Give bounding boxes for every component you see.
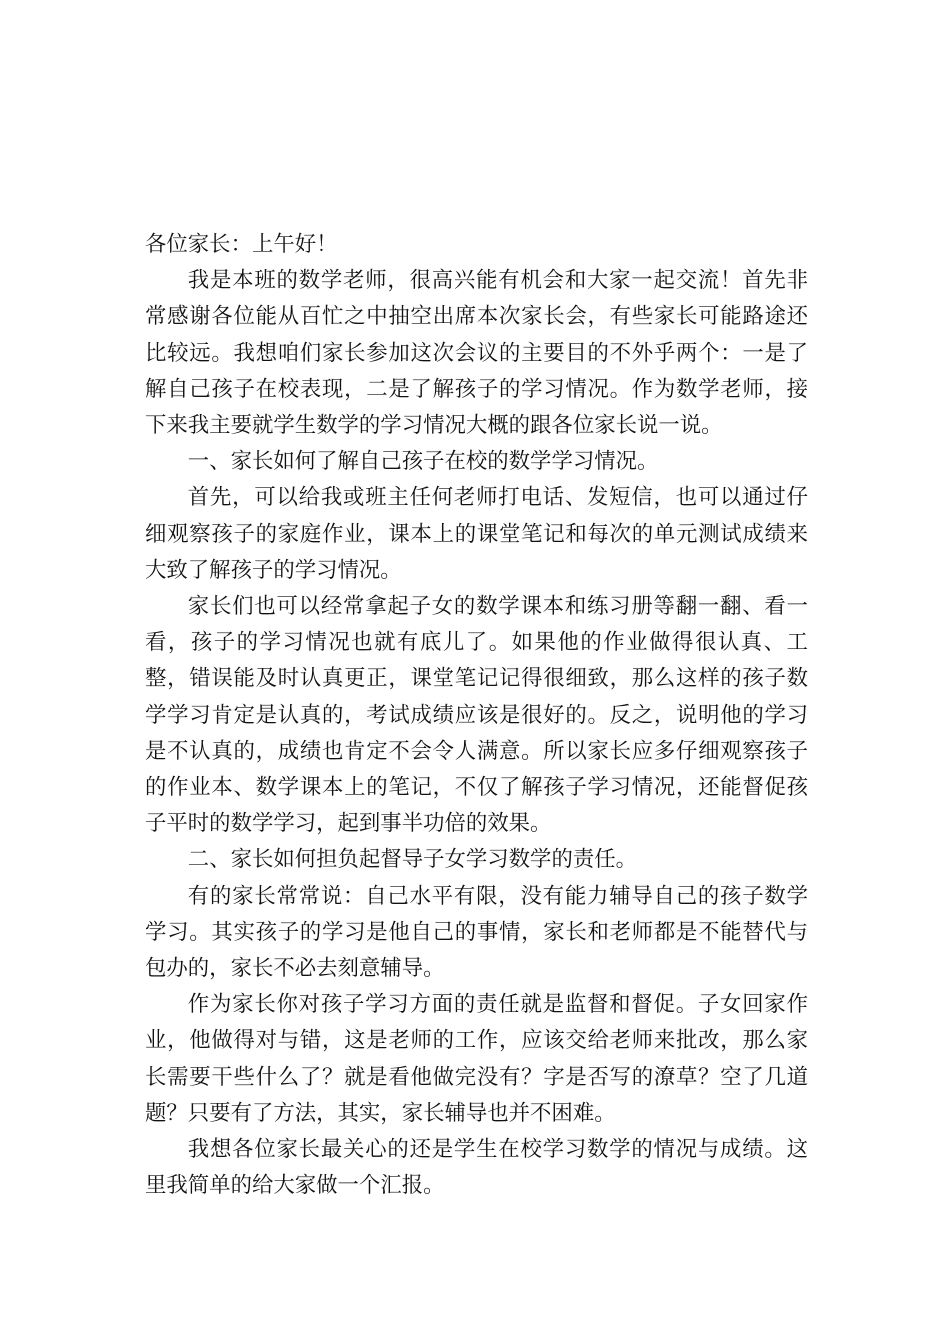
greeting: 各位家长：上午好！	[145, 232, 338, 257]
paragraph: 家长们也可以经常拿起子女的数学课本和练习册等翻一翻、看一看，孩子的学习情况也就有底儿了。如果他的作业做得很认真、工整，错误能及时认真更正，课堂笔记记得很细致，那么这样的孩子数学学习肯定是认真的，考试成绩应该是很好的。反之，说明他的学习是不认真的，成绩也肯定不会令人满意。所以家长应多仔细观察孩子的作业本、数学课本上的笔记，不仅了解孩子学习情况，还能督促孩子平时的数学学习，起到事半功倍的效果。	[145, 594, 808, 837]
paragraph: 作为家长你对孩子学习方面的责任就是监督和督促。子女回家作业，他做得对与错，这是老师的工作，应该交给老师来批改，那么家长需要干些什么了？就是看他做完没有？字是否写的潦草？空了几道题？只要有了方法，其实，家长辅导也并不困难。	[145, 992, 808, 1126]
paragraph: 有的家长常常说：自己水平有限，没有能力辅导自己的孩子数学学习。其实孩子的学习是他自己的事情，家长和老师都是不能替代与包办的，家长不必去刻意辅导。	[145, 883, 808, 982]
paragraph: 我想各位家长最关心的还是学生在校学习数学的情况与成绩。这里我简单的给大家做一个汇报。	[145, 1137, 808, 1199]
section-heading-1: 一、家长如何了解自己孩子在校的数学学习情况。	[187, 449, 659, 475]
paragraph: 首先，可以给我或班主任何老师打电话、发短信，也可以通过仔细观察孩子的家庭作业，课本上的课堂笔记和每次的单元测试成绩来大致了解孩子的学习情况。	[145, 485, 808, 583]
section-heading-2: 二、家长如何担负起督导子女学习数学的责任。	[187, 847, 638, 873]
paragraph-intro: 我是本班的数学老师，很高兴能有机会和大家一起交流！首先非常感谢各位能从百忙之中抽空出席本次家长会，有些家长可能路途还比较远。我想咱们家长参加这次会议的主要目的不外乎两个：一是了解自己孩子在校表现，二是了解孩子的学习情况。作为数学老师，接下来我主要就学生数学的学习情况大概的跟各位家长说一说。	[145, 268, 808, 439]
document-body	[145, 227, 808, 1204]
